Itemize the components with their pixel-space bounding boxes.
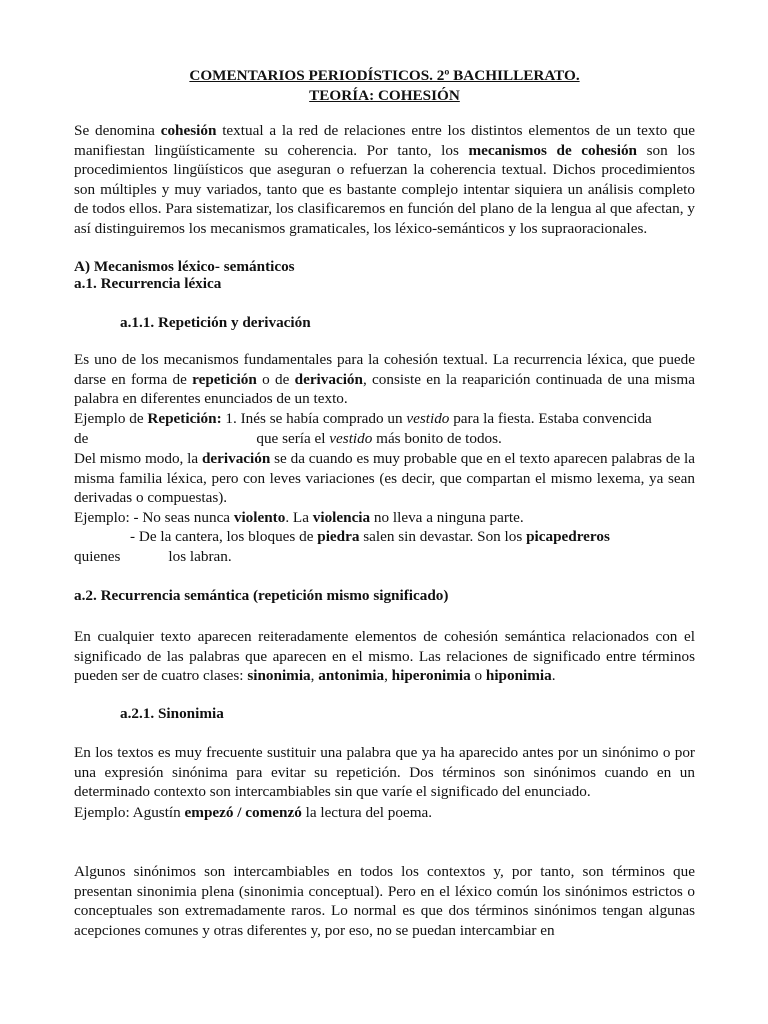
example-repetition-line-1: Ejemplo de Repetición: 1. Inés se había comprado un vestido para la fiesta. Estaba convencida bbox=[74, 410, 652, 427]
a11-paragraph-1: Es uno de los mecanismos fundamentales para la cohesión textual. La recurrencia léxica, que puede darse en forma de repetición o de derivación, consiste en la reaparición continuada de una misma palabra en diferentes enunciados de un texto. bbox=[74, 351, 695, 408]
example-synonym: Ejemplo: Agustín empezó / comenzó la lectura del poema. bbox=[74, 804, 433, 821]
subsection-a21-heading: a.2.1. Sinonimia bbox=[120, 705, 224, 722]
example-derivation-line-1: Ejemplo: - No seas nunca violento. La violencia no lleva a ninguna parte. bbox=[74, 509, 524, 526]
title-line-1: COMENTARIOS PERIODÍSTICOS. 2º BACHILLERATO. bbox=[189, 67, 580, 84]
section-a-heading: A) Mecanismos léxico- semánticos bbox=[74, 258, 295, 275]
subsection-a1-heading: a.1. Recurrencia léxica bbox=[74, 275, 222, 292]
subsection-a11-heading: a.1.1. Repetición y derivación bbox=[120, 314, 311, 331]
a11-paragraph-2: Del mismo modo, la derivación se da cuando es muy probable que en el texto aparecen palabras de la misma familia léxica, pero con leves variaciones (es decir, que compartan el mismo lexema, ya sean derivadas o compuestas). bbox=[74, 450, 695, 507]
example-derivation-line-2: - De la cantera, los bloques de piedra salen sin devastar. Son los picapedreros bbox=[130, 528, 610, 545]
a21-paragraph-1: En los textos es muy frecuente sustituir una palabra que ya ha aparecido antes por un sinónimo o por una expresión sinónima para evitar su repetición. Dos términos son sinónimos cuando en un determinado contexto son intercambiables sin que varíe el significado del enunciado. bbox=[74, 744, 695, 801]
example-repetition-line-2: de que sería el vestido más bonito de todos. bbox=[74, 430, 502, 447]
title-line-2: TEORÍA: COHESIÓN bbox=[309, 87, 460, 104]
example-derivation-line-3: quienes los labran. bbox=[74, 548, 232, 565]
a21-paragraph-2: Algunos sinónimos son intercambiables en todos los contextos y, por tanto, son términos que presentan sinonimia plena (sinonimia conceptual). Pero en el léxico común los sinónimos estrictos o conceptuales son extremadamente raros. Lo normal es que dos términos sinónimos tengan algunas acepciones comunes y otras diferentes y, por eso, no se puedan intercambiar en bbox=[74, 863, 695, 939]
intro-paragraph: Se denomina cohesión textual a la red de relaciones entre los distintos elementos de un texto que manifiestan lingüísticamente su coherencia. Por tanto, los mecanismos de cohesión son los procedimientos lingüísticos que aseguran o refuerzan la coherencia textual. Dichos procedimientos son múltiples y muy variados, tanto que es bastante complejo intentar siquiera un análisis completo de todos ellos. Para sistematizar, los clasificaremos en función del plano de la lengua al que afectan, y así distinguiremos los mecanismos gramaticales, los léxico-semánticos y los supraoracionales. bbox=[74, 122, 696, 237]
subsection-a2-heading: a.2. Recurrencia semántica (repetición mismo significado) bbox=[74, 587, 449, 604]
a2-paragraph: En cualquier texto aparecen reiteradamente elementos de cohesión semántica relacionados con el significado de las palabras que aparecen en el mismo. Las relaciones de significado entre términos pueden ser de cuatro clases: sinonimia, antonimia, hiperonimia o hiponimia. bbox=[74, 628, 695, 685]
